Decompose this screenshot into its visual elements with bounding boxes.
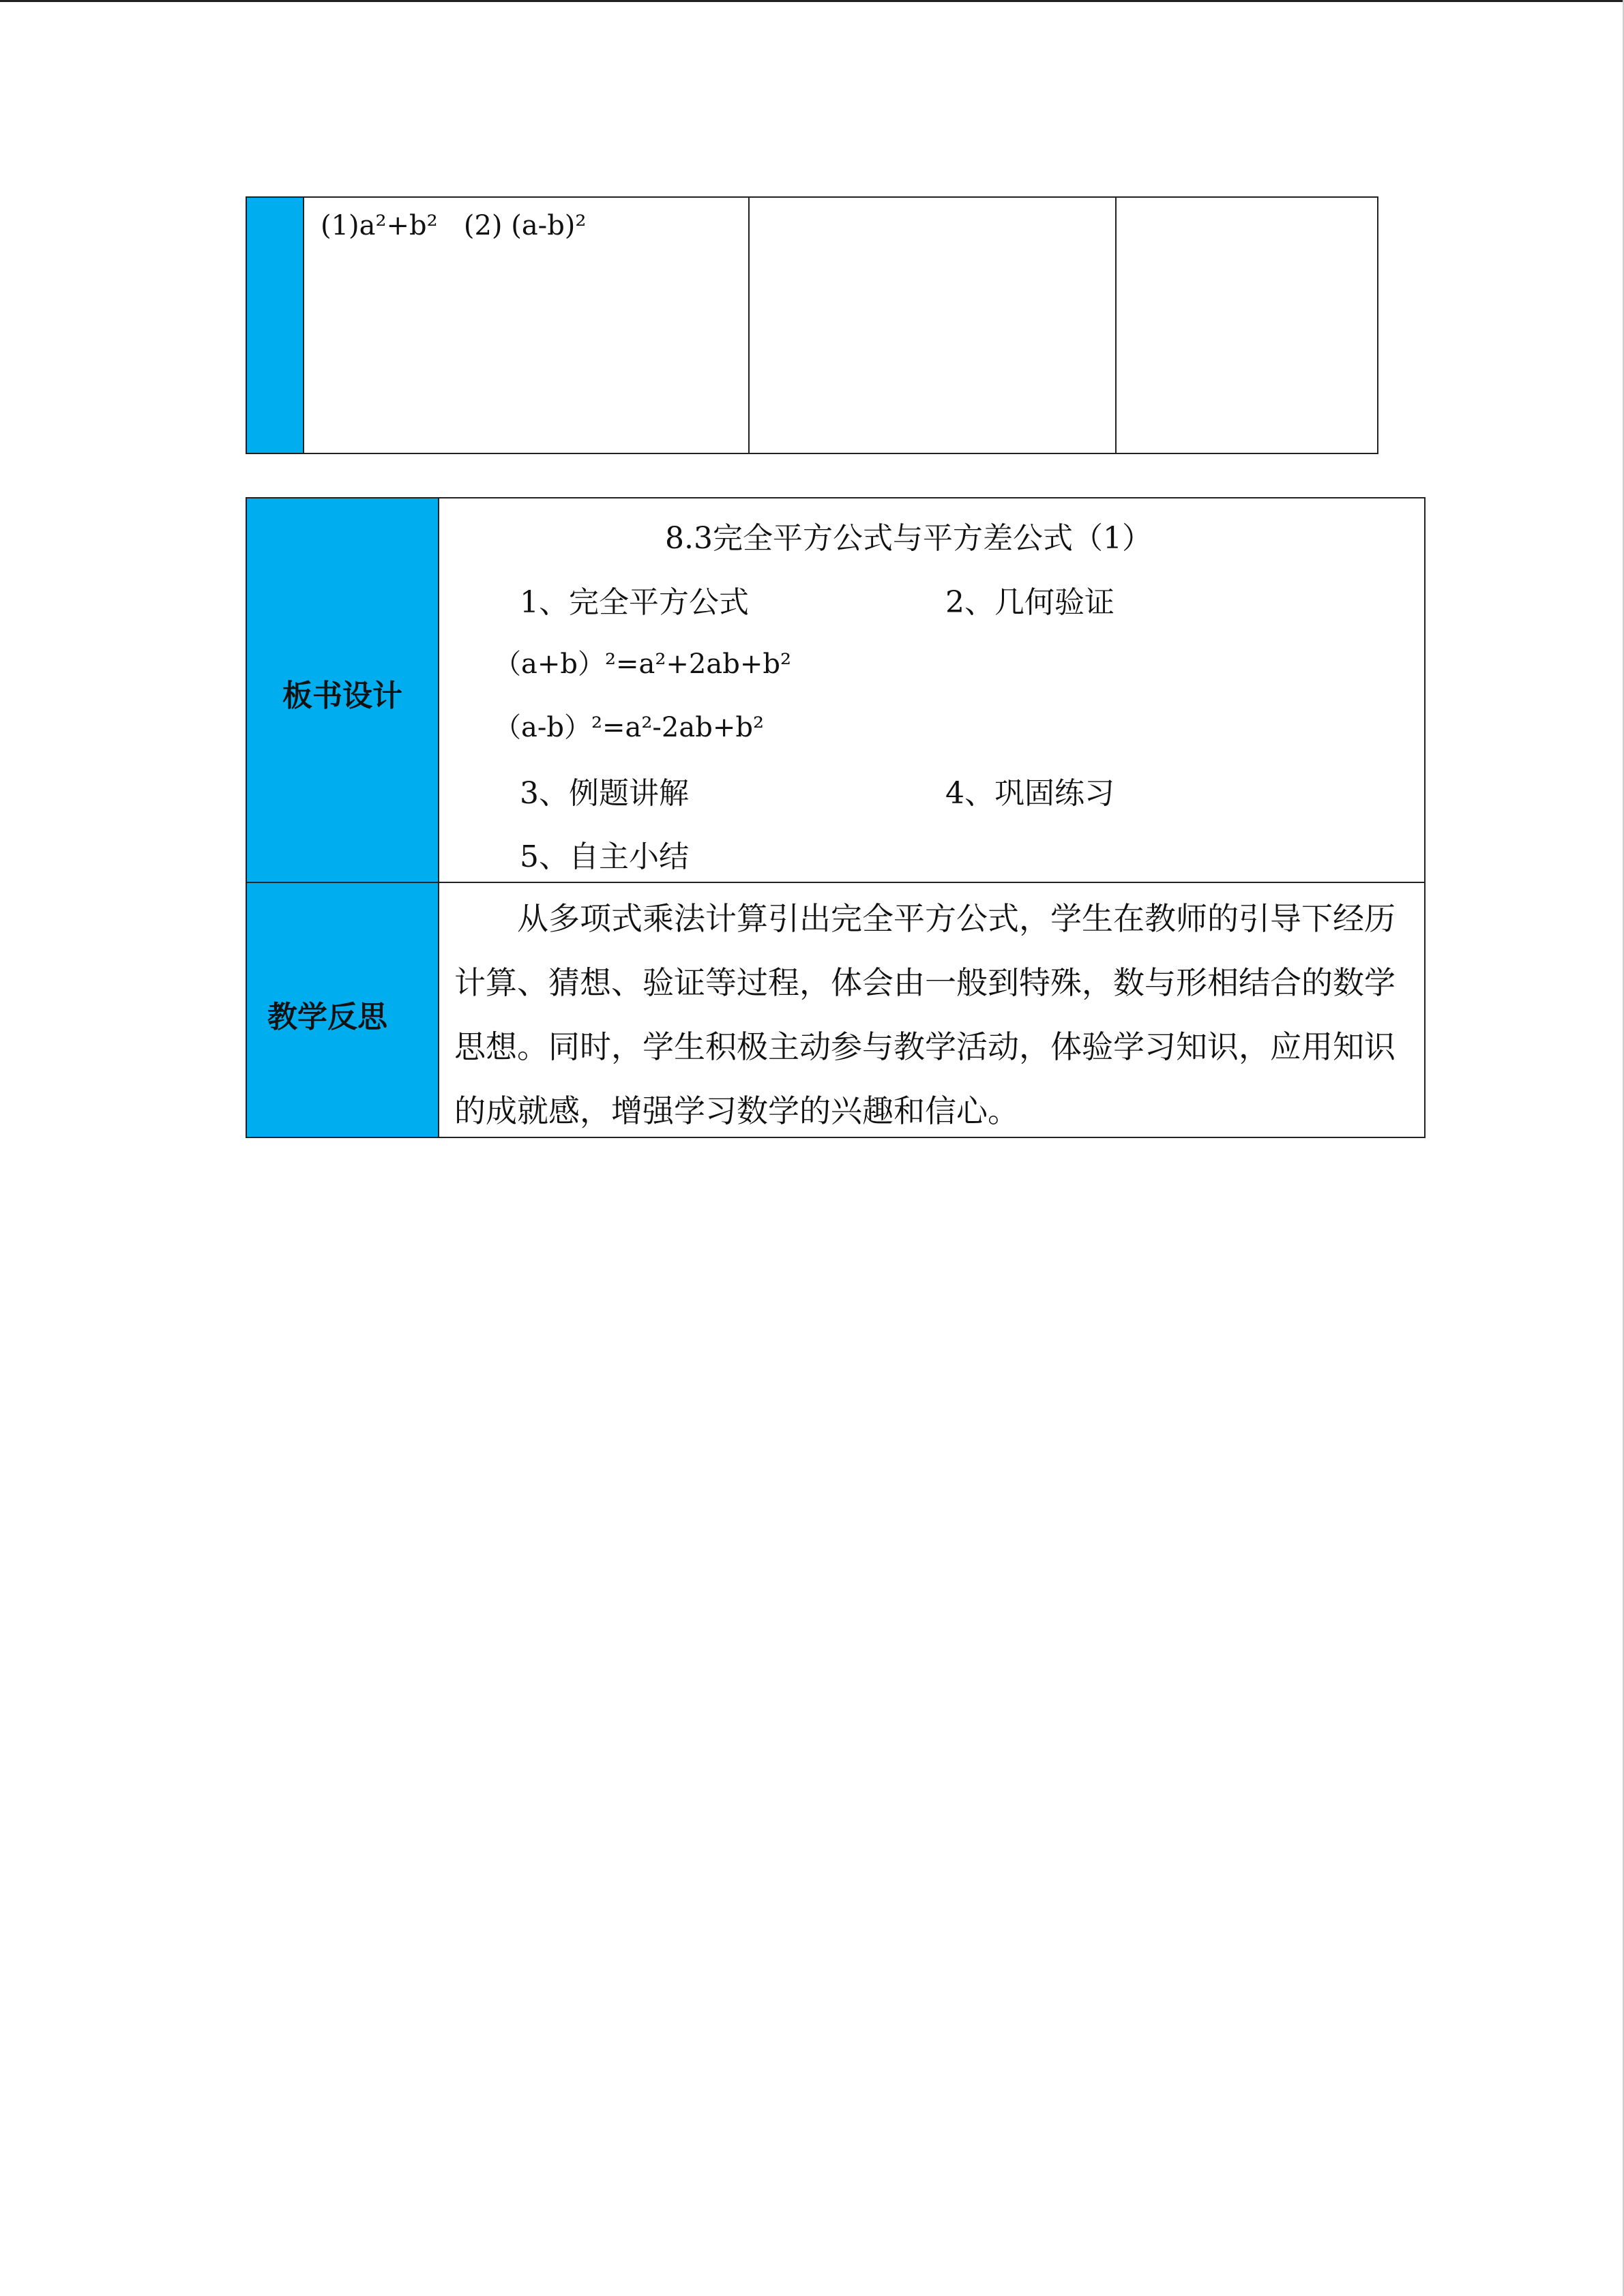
page-top-border — [0, 0, 1624, 2]
board-design-item-1: 1、完全平方公式 — [520, 585, 749, 620]
board-design-item-2: 2、几何验证 — [945, 585, 1114, 620]
top-table-blue-cell — [246, 196, 304, 454]
reflection-text: 从多项式乘法计算引出完全平方公式，学生在教师的引导下经历计算、猜想、验证等过程，体会由一般到特殊，数与形相结合的数学思想。同时，学生积极主动参与教学活动，体验学习知识，应用知识的成就感，增强学习数学的兴趣和信心。 — [454, 900, 1396, 1129]
board-design-label: 板书设计 — [282, 679, 402, 713]
board-design-item-5: 5、自主小结 — [520, 839, 689, 874]
top-table-row-text: (1)a²+b² (2) (a-b)² — [321, 210, 587, 241]
board-design-item-4: 4、巩固练习 — [945, 776, 1114, 811]
top-table-empty-cell-1 — [748, 196, 1117, 454]
reflection-label: 教学反思 — [267, 1000, 387, 1034]
board-design-title: 8.3完全平方公式与平方差公式（1） — [665, 521, 1152, 556]
board-design-item-3: 3、例题讲解 — [520, 776, 689, 811]
board-design-formula-2: （a-b）²=a²-2ab+b² — [494, 712, 764, 743]
board-design-formula-1: （a+b）²=a²+2ab+b² — [494, 648, 791, 680]
top-table-empty-cell-2 — [1115, 196, 1378, 454]
